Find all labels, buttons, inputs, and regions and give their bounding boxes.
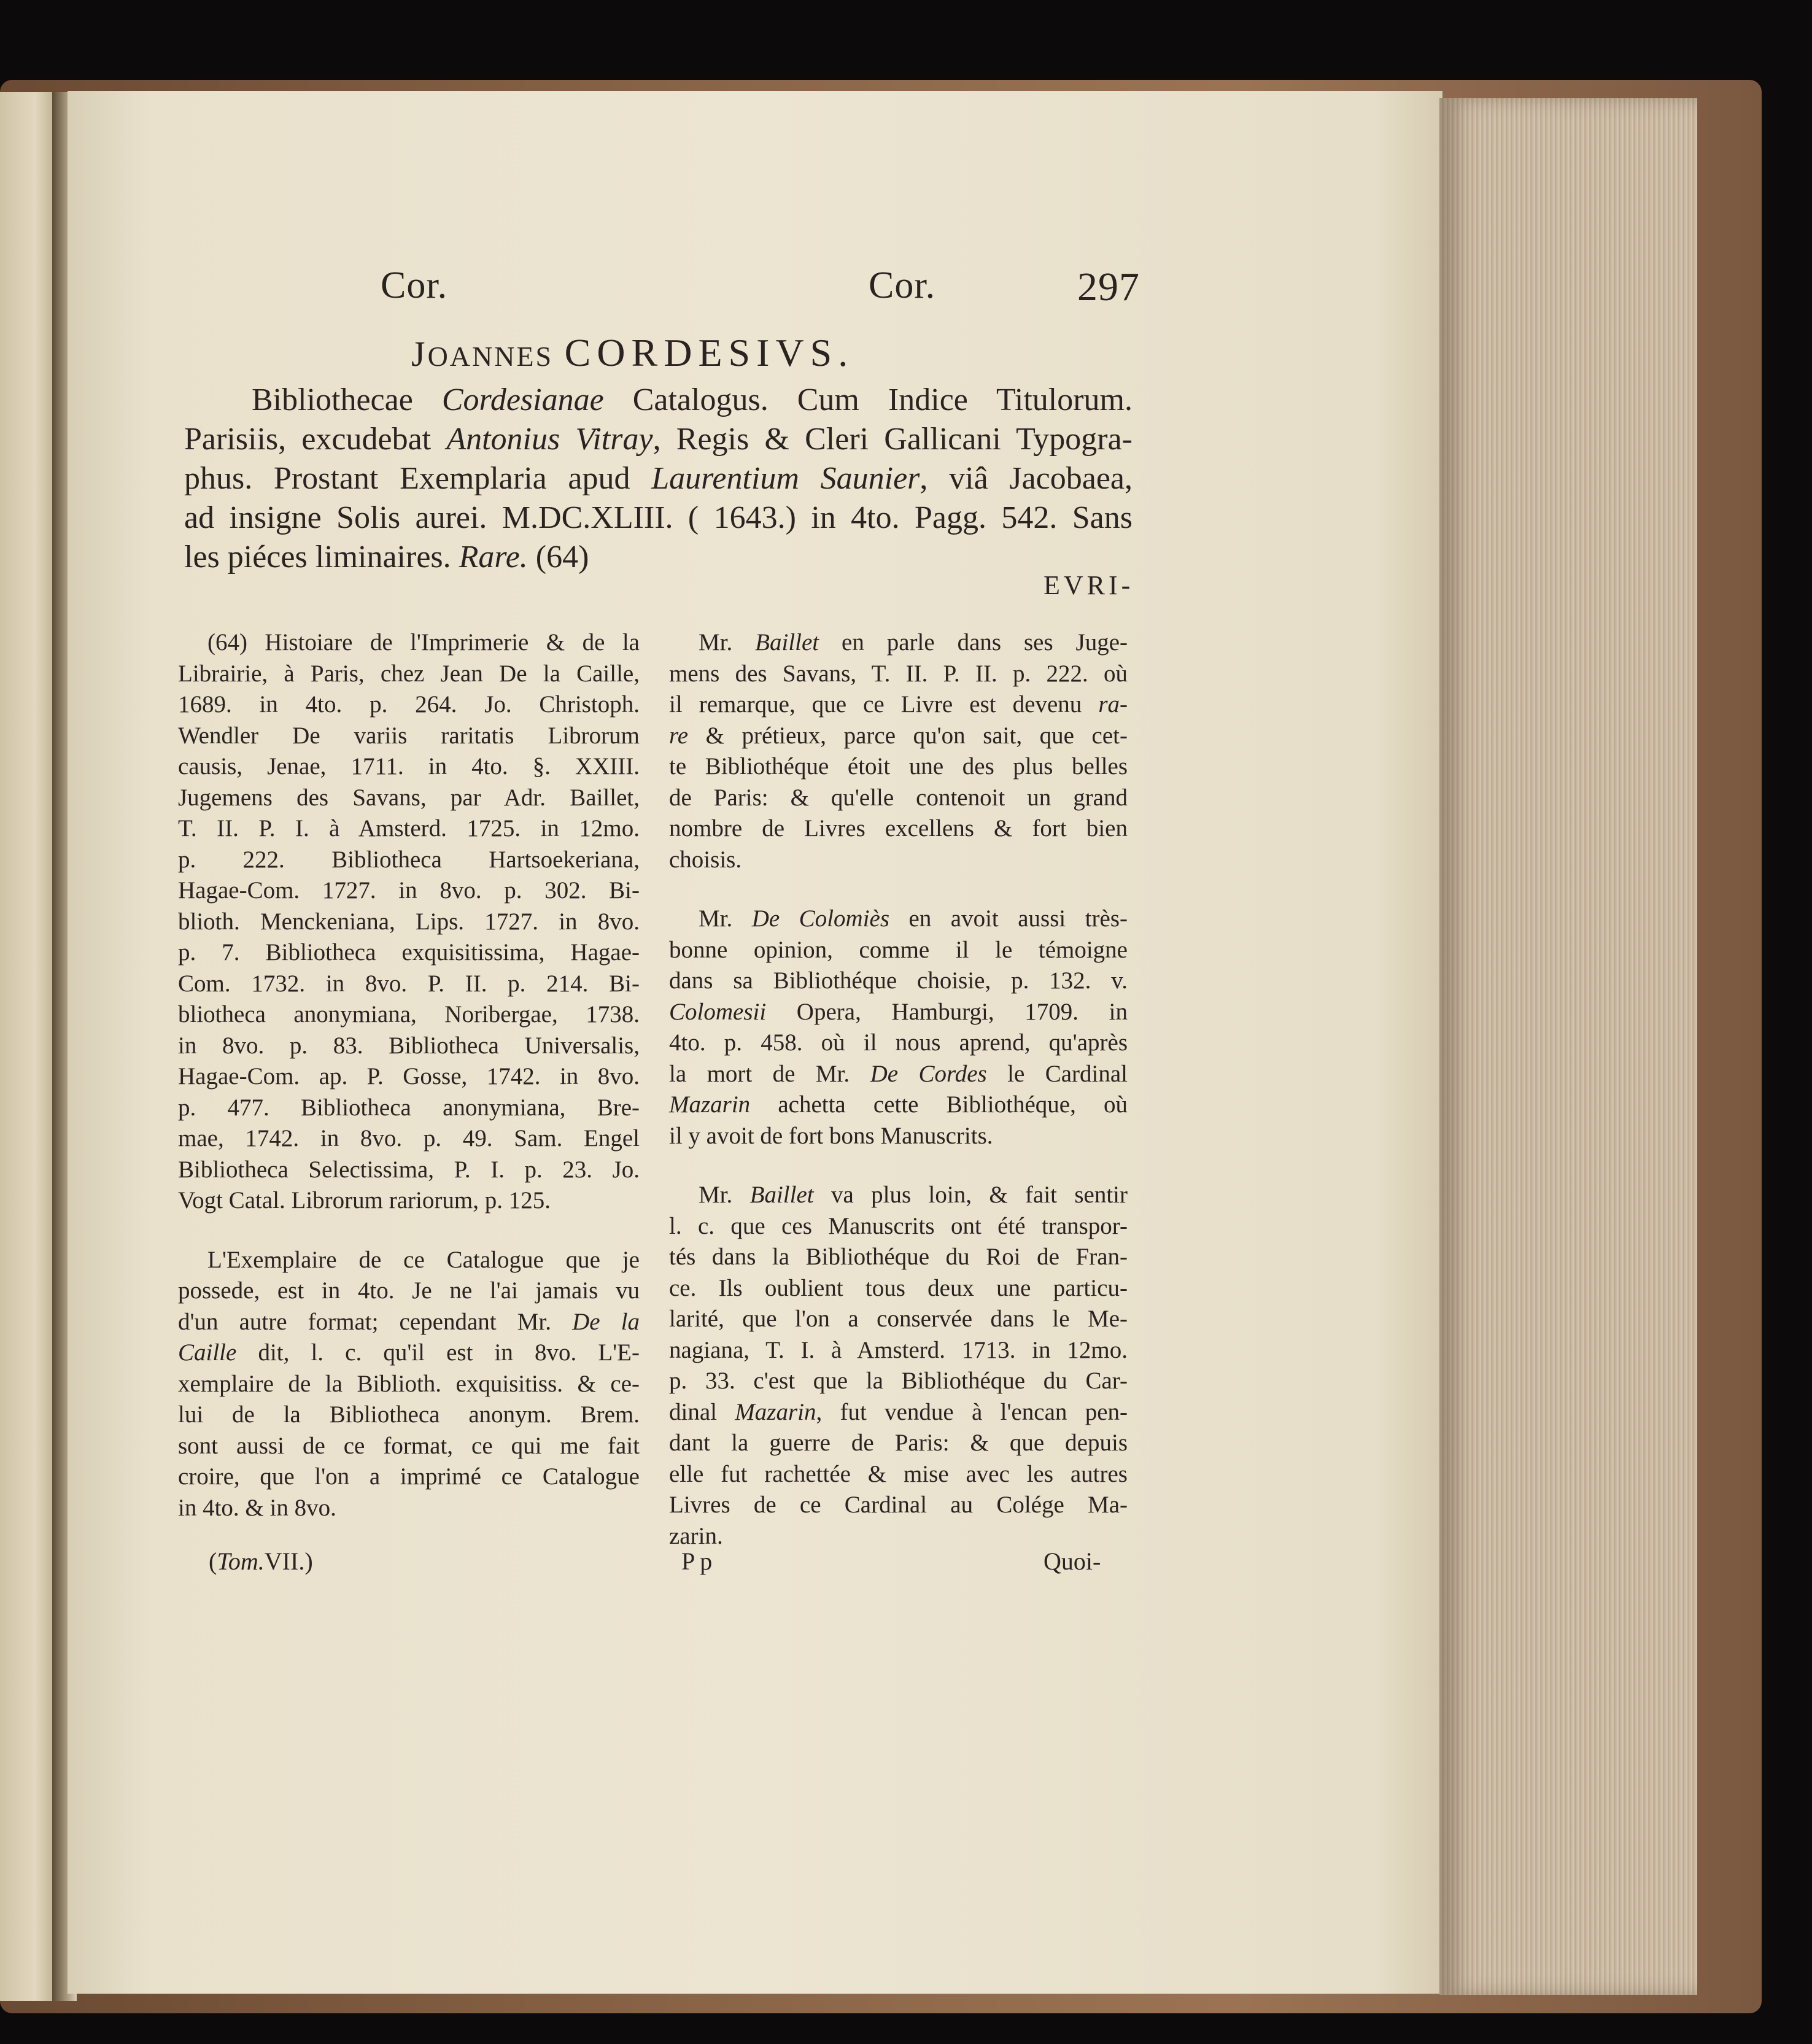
title-line: les piéces liminaires. Rare. (64) bbox=[184, 540, 589, 575]
paragraph-line: p. 33. c'est que la Bibliothéque du Car- bbox=[669, 1368, 1128, 1394]
title-line: Parisiis, excudebat Antonius Vitray, Regis & Cleri Gallicani Typogra- bbox=[184, 422, 1132, 457]
footnote-line: T. II. P. I. à Amsterd. 1725. in 12mo. bbox=[178, 815, 640, 842]
paragraph-line: choisis. bbox=[669, 846, 742, 873]
footnote-line: 1689. in 4to. p. 264. Jo. Christoph. bbox=[178, 691, 640, 718]
paragraph-line: Colomesii Opera, Hamburgi, 1709. in bbox=[669, 998, 1128, 1025]
paragraph-line: te Bibliothéque étoit une des plus belles bbox=[669, 753, 1128, 780]
title-line: ad insigne Solis aurei. M.DC.XLIII. ( 1643.) in 4to. Pagg. 542. Sans bbox=[184, 500, 1132, 535]
paragraph-line: croire, que l'on a imprimé ce Catalogue bbox=[178, 1463, 640, 1490]
paragraph-line: la mort de Mr. De Cordes le Cardinal bbox=[669, 1060, 1128, 1087]
paragraph-line: bonne opinion, comme il le témoigne bbox=[669, 936, 1128, 963]
paragraph-line: lui de la Bibliotheca anonym. Brem. bbox=[178, 1401, 640, 1428]
paragraph-line: dans sa Bibliothéque choisie, p. 132. v. bbox=[669, 967, 1128, 994]
paragraph-line: de Paris: & qu'elle contenoit un grand bbox=[669, 784, 1128, 811]
catchword-top: EVRI- bbox=[1043, 570, 1134, 600]
footnote-line: (64) Histoiare de l'Imprimerie & de la bbox=[207, 629, 640, 656]
footnote-line: mae, 1742. in 8vo. p. 49. Sam. Engel bbox=[178, 1125, 640, 1152]
paragraph-line: Livres de ce Cardinal au Colége Ma- bbox=[669, 1492, 1128, 1518]
left-column bbox=[178, 627, 640, 1523]
running-head-left: Cor. bbox=[381, 265, 448, 306]
footnote-line: Hagae-Com. ap. P. Gosse, 1742. in 8vo. bbox=[178, 1063, 640, 1090]
paragraph-line: dinal Mazarin, fut vendue à l'encan pen- bbox=[669, 1398, 1128, 1425]
paragraph-line: ce. Ils oublient tous deux une particu- bbox=[669, 1274, 1128, 1301]
paragraph-line: larité, que l'on a conservée dans le Me- bbox=[669, 1306, 1128, 1332]
footnote-line: in 8vo. p. 83. Bibliotheca Universalis, bbox=[178, 1032, 640, 1059]
paragraph-line: sont aussi de ce format, ce qui me fait bbox=[178, 1432, 640, 1459]
paragraph-line: elle fut rachettée & mise avec les autres bbox=[669, 1460, 1128, 1487]
right-column bbox=[669, 627, 1128, 1552]
footnote-line: p. 477. Bibliotheca anonymiana, Bre- bbox=[178, 1094, 640, 1121]
footnote-line: Librairie, à Paris, chez Jean De la Caille, bbox=[178, 660, 640, 687]
paragraph-line: mens des Savans, T. II. P. II. p. 222. où bbox=[669, 660, 1128, 687]
author-last-name: CORDESIVS. bbox=[564, 331, 854, 374]
paragraph-line: Mazarin achetta cette Bibliothéque, où bbox=[669, 1091, 1128, 1118]
paragraph-line: d'un autre format; cependant Mr. De la bbox=[178, 1308, 640, 1335]
entry-author bbox=[411, 330, 854, 376]
paragraph-line: Mr. Baillet en parle dans ses Juge- bbox=[699, 629, 1128, 656]
paragraph-line: Mr. De Colomiès en avoit aussi très- bbox=[699, 905, 1128, 932]
footnote-line: Bibliotheca Selectissima, P. I. p. 23. Jo. bbox=[178, 1156, 640, 1183]
facing-page-edge bbox=[0, 92, 58, 2001]
catchword-bottom: Quoi- bbox=[1043, 1547, 1101, 1575]
running-head-center: Cor. bbox=[869, 265, 936, 306]
paragraph-line: il remarque, que ce Livre est devenu ra- bbox=[669, 691, 1128, 718]
author-first-name: OANNES bbox=[427, 341, 554, 372]
paragraph-line: nagiana, T. I. à Amsterd. 1713. in 12mo. bbox=[669, 1336, 1128, 1363]
paragraph-line: nombre de Livres excellens & fort bien bbox=[669, 815, 1128, 842]
footnote-line: Vogt Catal. Librorum rariorum, p. 125. bbox=[178, 1187, 551, 1214]
footnote-line: causis, Jenae, 1711. in 4to. §. XXIII. bbox=[178, 753, 640, 780]
footnote-line: bliotheca anonymiana, Noribergae, 1738. bbox=[178, 1001, 640, 1028]
volume-marker: (Tom.VII.) bbox=[209, 1547, 313, 1575]
title-line: Bibliothecae Cordesianae Catalogus. Cum Indice Titulorum. bbox=[252, 382, 1132, 417]
paragraph-line: 4to. p. 458. où il nous aprend, qu'après bbox=[669, 1029, 1128, 1056]
paragraph-line: l. c. que ces Manuscrits ont été transpor- bbox=[669, 1212, 1128, 1239]
paragraph-line: possede, est in 4to. Je ne l'ai jamais vu bbox=[178, 1277, 640, 1304]
paragraph-line: tés dans la Bibliothéque du Roi de Fran- bbox=[669, 1244, 1128, 1270]
page-number: 297 bbox=[1077, 265, 1140, 309]
paragraph-line: L'Exemplaire de ce Catalogue que je bbox=[207, 1246, 640, 1273]
footnote-line: Hagae-Com. 1727. in 8vo. p. 302. Bi- bbox=[178, 877, 640, 904]
footnote-line: Com. 1732. in 8vo. P. II. p. 214. Bi- bbox=[178, 970, 640, 997]
paragraph-line: zarin. bbox=[669, 1522, 723, 1549]
paragraph-line: il y avoit de fort bons Manuscrits. bbox=[669, 1122, 993, 1149]
footnote-line: Jugemens des Savans, par Adr. Baillet, bbox=[178, 784, 640, 811]
footnote-line: p. 222. Bibliotheca Hartsoekeriana, bbox=[178, 846, 640, 873]
author-initial: J bbox=[411, 334, 428, 374]
paragraph-line: in 4to. & in 8vo. bbox=[178, 1494, 336, 1521]
footnote-line: Wendler De variis raritatis Librorum bbox=[178, 722, 640, 749]
paragraph-line: xemplaire de la Biblioth. exquisitiss. & ce- bbox=[178, 1370, 640, 1397]
footnote-line: blioth. Menckeniana, Lips. 1727. in 8vo. bbox=[178, 908, 640, 935]
signature-mark: Pp bbox=[681, 1547, 718, 1575]
entry-title-block bbox=[184, 381, 1132, 577]
footnote-line: p. 7. Bibliotheca exquisitissima, Hagae- bbox=[178, 939, 640, 966]
paragraph-line: Mr. Baillet va plus loin, & fait sentir bbox=[699, 1182, 1128, 1208]
paragraph-line: re & prétieux, parce qu'on sait, que cet- bbox=[669, 722, 1128, 749]
paragraph-line: dant la guerre de Paris: & que depuis bbox=[669, 1430, 1128, 1456]
paragraph-line: Caille dit, l. c. qu'il est in 8vo. L'E- bbox=[178, 1339, 640, 1366]
page-block-edge bbox=[1439, 98, 1697, 1995]
title-line: phus. Prostant Exemplaria apud Laurentium Saunier, viâ Jacobaea, bbox=[184, 461, 1132, 496]
